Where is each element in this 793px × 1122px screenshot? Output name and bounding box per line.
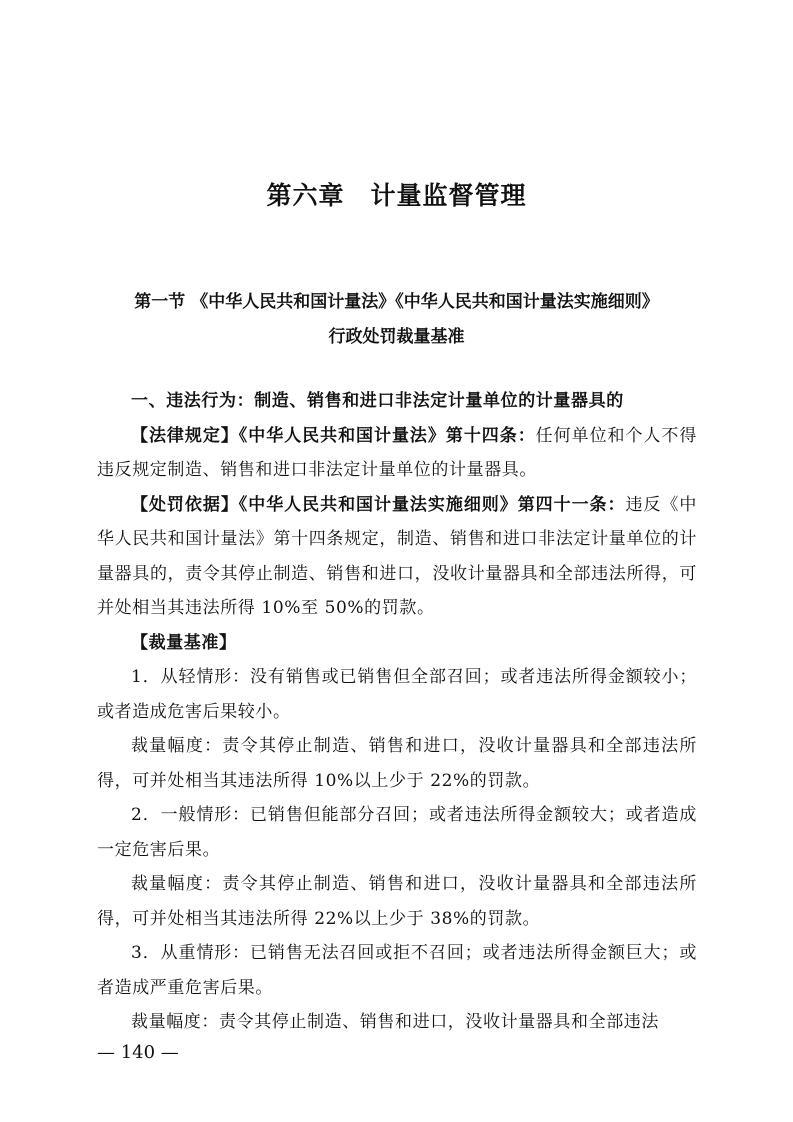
level-1-situation: 1．从轻情形：没有销售或已销售但全部召回；或者违法所得金额较小；或者造成危害后果较小。 [97, 667, 697, 722]
penalty-basis-label: 【处罚依据】《中华人民共和国计量法实施细则》第四十一条： [131, 494, 626, 515]
legal-provision-label: 【法律规定】《中华人民共和国计量法》第十四条： [131, 425, 536, 446]
section-title-line-2: 行政处罚裁量基准 [328, 327, 465, 347]
chapter-title: 第六章 计量监督管理 [266, 181, 527, 210]
level-1-range: 裁量幅度：责令其停止制造、销售和进口，没收计量器具和全部违法所得，可并处相当其违法所得 10%以上少于 22%的罚款。 [97, 736, 697, 791]
section-title [60, 285, 733, 355]
level-2-range: 裁量幅度：责令其停止制造、销售和进口，没收计量器具和全部违法所得，可并处相当其违法所得 22%以上少于 38%的罚款。 [97, 874, 697, 929]
legal-provision-text: 任何单位和个人不得违反规定制造、销售和进口非法定计量单位的计量器具。 [97, 425, 697, 480]
discretion-standard-label: 【裁量基准】 [131, 632, 237, 653]
penalty-basis-paragraph [97, 488, 697, 626]
penalty-basis-text: 违反《中华人民共和国计量法》第十四条规定，制造、销售和进口非法定计量单位的计量器具的，责令其停止制造、销售和进口，没收计量器具和全部违法所得，可并处相当其违法所得 10%至 50%的罚款。 [97, 494, 697, 618]
section-title-line-1: 第一节 《中华人民共和国计量法》《中华人民共和国计量法实施细则》 [134, 292, 659, 312]
legal-provision-paragraph [97, 419, 697, 488]
violation-heading: 一、违法行为：制造、销售和进口非法定计量单位的计量器具的 [131, 391, 624, 411]
document-body [97, 384, 697, 1040]
level-3-range: 裁量幅度：责令其停止制造、销售和进口，没收计量器具和全部违法 [131, 1012, 659, 1032]
level-3-situation: 3．从重情形：已销售无法召回或拒不召回；或者违法所得金额巨大；或者造成严重危害后果。 [97, 943, 697, 998]
page-number: — 140 — [97, 1042, 179, 1063]
level-2-situation: 2．一般情形：已销售但能部分召回；或者违法所得金额较大；或者造成一定危害后果。 [97, 805, 697, 860]
